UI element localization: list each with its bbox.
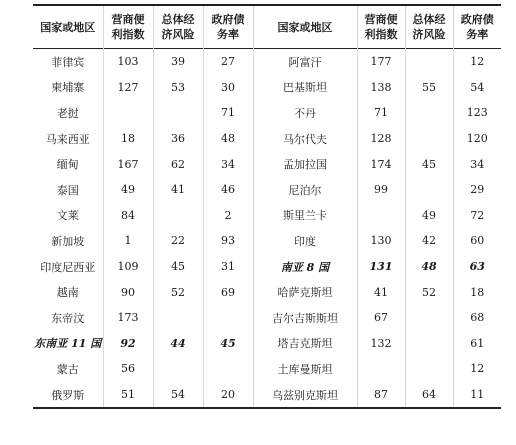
table-row — [33, 254, 501, 280]
economic-risk-cell: 52 — [405, 279, 453, 305]
country-name-cell: 越南 — [33, 279, 103, 305]
economic-risk-cell: 62 — [153, 151, 203, 177]
country-name-cell: 菲律宾 — [33, 49, 103, 75]
business-index-cell: 71 — [357, 100, 405, 126]
header-economic-risk-right — [405, 5, 453, 49]
debt-ratio-cell: 72 — [453, 203, 501, 229]
business-index-cell: 132 — [357, 331, 405, 357]
business-index-cell — [357, 203, 405, 229]
debt-ratio-cell — [203, 305, 253, 331]
country-name-cell: 乌兹别克斯坦 — [253, 382, 357, 409]
debt-ratio-cell: 31 — [203, 254, 253, 280]
header-text-line: 务率 — [466, 28, 489, 41]
economic-risk-cell: 44 — [153, 331, 203, 357]
country-name-cell: 阿富汗 — [253, 49, 357, 75]
economic-risk-cell — [153, 356, 203, 382]
country-name-cell: 印度 — [253, 228, 357, 254]
economic-risk-cell: 54 — [153, 382, 203, 409]
business-index-cell — [103, 100, 153, 126]
table-row — [33, 49, 501, 75]
header-country-left — [33, 5, 103, 49]
economic-risk-cell — [405, 331, 453, 357]
economic-risk-cell: 39 — [153, 49, 203, 75]
economic-risk-cell: 36 — [153, 126, 203, 152]
economic-risk-cell: 42 — [405, 228, 453, 254]
debt-ratio-cell: 12 — [453, 356, 501, 382]
economic-risk-cell — [153, 203, 203, 229]
debt-ratio-cell: 93 — [203, 228, 253, 254]
country-name-cell: 吉尔吉斯斯坦 — [253, 305, 357, 331]
business-index-cell: 92 — [103, 331, 153, 357]
debt-ratio-cell: 123 — [453, 100, 501, 126]
debt-ratio-cell: 120 — [453, 126, 501, 152]
business-index-cell: 131 — [357, 254, 405, 280]
country-name-cell: 哈萨克斯坦 — [253, 279, 357, 305]
header-text-line: 营商便 — [364, 13, 398, 26]
table-header-row — [33, 5, 501, 49]
country-name-cell: 老挝 — [33, 100, 103, 126]
economic-risk-cell: 22 — [153, 228, 203, 254]
debt-ratio-cell: 29 — [453, 177, 501, 203]
business-index-cell: 167 — [103, 151, 153, 177]
country-name-cell: 孟加拉国 — [253, 151, 357, 177]
header-economic-risk-left — [153, 5, 203, 49]
debt-ratio-cell: 46 — [203, 177, 253, 203]
header-text-line: 总体经 — [161, 13, 195, 26]
business-index-cell: 109 — [103, 254, 153, 280]
economic-risk-cell: 49 — [405, 203, 453, 229]
business-index-cell: 49 — [103, 177, 153, 203]
table-row — [33, 331, 501, 357]
economic-risk-cell: 52 — [153, 279, 203, 305]
business-index-cell: 128 — [357, 126, 405, 152]
table-row — [33, 228, 501, 254]
debt-ratio-cell: 68 — [453, 305, 501, 331]
header-text-line: 济风险 — [161, 28, 195, 41]
country-name-cell: 缅甸 — [33, 151, 103, 177]
country-name-cell: 巴基斯坦 — [253, 75, 357, 101]
country-name-cell: 不丹 — [253, 100, 357, 126]
economic-risk-cell: 64 — [405, 382, 453, 409]
header-text-line: 国家或地区 — [40, 20, 96, 34]
business-index-cell: 177 — [357, 49, 405, 75]
header-text-line: 济风险 — [412, 28, 446, 41]
table-row — [33, 151, 501, 177]
country-name-cell: 马来西亚 — [33, 126, 103, 152]
debt-ratio-cell: 18 — [453, 279, 501, 305]
header-text-line: 政府债 — [211, 13, 245, 26]
header-text-line: 政府债 — [460, 13, 494, 26]
economic-risk-cell: 48 — [405, 254, 453, 280]
table-row — [33, 279, 501, 305]
header-text-line: 营商便 — [111, 13, 145, 26]
economic-risk-cell — [405, 305, 453, 331]
country-name-cell: 柬埔寨 — [33, 75, 103, 101]
business-index-cell: 130 — [357, 228, 405, 254]
debt-ratio-cell: 71 — [203, 100, 253, 126]
country-name-cell: 东南亚 11 国 — [33, 331, 103, 357]
header-business-index-left — [103, 5, 153, 49]
economic-risk-cell — [153, 100, 203, 126]
country-name-cell: 马尔代夫 — [253, 126, 357, 152]
table-row — [33, 75, 501, 101]
table-row — [33, 382, 501, 409]
table-row — [33, 126, 501, 152]
economic-risk-cell — [405, 177, 453, 203]
country-name-cell: 印度尼西亚 — [33, 254, 103, 280]
debt-ratio-cell: 20 — [203, 382, 253, 409]
country-name-cell: 东帝汶 — [33, 305, 103, 331]
table-row — [33, 356, 501, 382]
country-name-cell: 塔吉克斯坦 — [253, 331, 357, 357]
debt-ratio-cell: 34 — [203, 151, 253, 177]
table-row — [33, 305, 501, 331]
economic-risk-cell — [405, 126, 453, 152]
business-index-cell: 51 — [103, 382, 153, 409]
country-name-cell: 文莱 — [33, 203, 103, 229]
header-text-line: 总体经 — [412, 13, 446, 26]
table-row — [33, 203, 501, 229]
economic-risk-cell — [405, 49, 453, 75]
country-name-cell: 俄罗斯 — [33, 382, 103, 409]
business-index-cell: 103 — [103, 49, 153, 75]
economic-risk-cell — [405, 100, 453, 126]
header-debt-ratio-right — [453, 5, 501, 49]
header-debt-ratio-left — [203, 5, 253, 49]
data-table-container — [33, 4, 494, 409]
country-name-cell: 蒙古 — [33, 356, 103, 382]
country-name-cell: 新加坡 — [33, 228, 103, 254]
business-index-cell: 127 — [103, 75, 153, 101]
debt-ratio-cell: 30 — [203, 75, 253, 101]
business-index-cell: 56 — [103, 356, 153, 382]
debt-ratio-cell: 27 — [203, 49, 253, 75]
country-name-cell: 土库曼斯坦 — [253, 356, 357, 382]
debt-ratio-cell — [203, 356, 253, 382]
business-index-cell: 90 — [103, 279, 153, 305]
business-index-cell: 87 — [357, 382, 405, 409]
business-index-cell: 84 — [103, 203, 153, 229]
table-body — [33, 49, 501, 409]
country-name-cell: 泰国 — [33, 177, 103, 203]
business-index-cell: 41 — [357, 279, 405, 305]
country-name-cell: 斯里兰卡 — [253, 203, 357, 229]
economic-risk-cell: 53 — [153, 75, 203, 101]
economic-risk-cell: 45 — [153, 254, 203, 280]
debt-ratio-cell: 2 — [203, 203, 253, 229]
business-index-cell: 1 — [103, 228, 153, 254]
debt-ratio-cell: 45 — [203, 331, 253, 357]
debt-ratio-cell: 11 — [453, 382, 501, 409]
header-text-line: 利指数 — [111, 28, 145, 41]
economic-risk-cell — [153, 305, 203, 331]
business-index-cell: 138 — [357, 75, 405, 101]
country-name-cell: 尼泊尔 — [253, 177, 357, 203]
table-row — [33, 177, 501, 203]
debt-ratio-cell: 61 — [453, 331, 501, 357]
business-index-cell: 174 — [357, 151, 405, 177]
header-text-line: 国家或地区 — [277, 20, 333, 34]
debt-ratio-cell: 63 — [453, 254, 501, 280]
debt-ratio-cell: 54 — [453, 75, 501, 101]
debt-ratio-cell: 60 — [453, 228, 501, 254]
header-text-line: 务率 — [217, 28, 239, 41]
business-index-cell — [357, 356, 405, 382]
header-business-index-right — [357, 5, 405, 49]
debt-ratio-cell: 12 — [453, 49, 501, 75]
header-country-right — [253, 5, 357, 49]
economic-risk-cell — [405, 356, 453, 382]
business-index-cell: 18 — [103, 126, 153, 152]
economic-risk-cell: 55 — [405, 75, 453, 101]
debt-ratio-cell: 69 — [203, 279, 253, 305]
debt-ratio-cell: 48 — [203, 126, 253, 152]
table-row — [33, 100, 501, 126]
business-index-cell: 173 — [103, 305, 153, 331]
economic-risk-cell: 41 — [153, 177, 203, 203]
country-name-cell: 南亚 8 国 — [253, 254, 357, 280]
business-index-cell: 67 — [357, 305, 405, 331]
business-index-cell: 99 — [357, 177, 405, 203]
country-indicator-table — [33, 4, 501, 409]
economic-risk-cell: 45 — [405, 151, 453, 177]
header-text-line: 利指数 — [364, 28, 398, 41]
debt-ratio-cell: 34 — [453, 151, 501, 177]
